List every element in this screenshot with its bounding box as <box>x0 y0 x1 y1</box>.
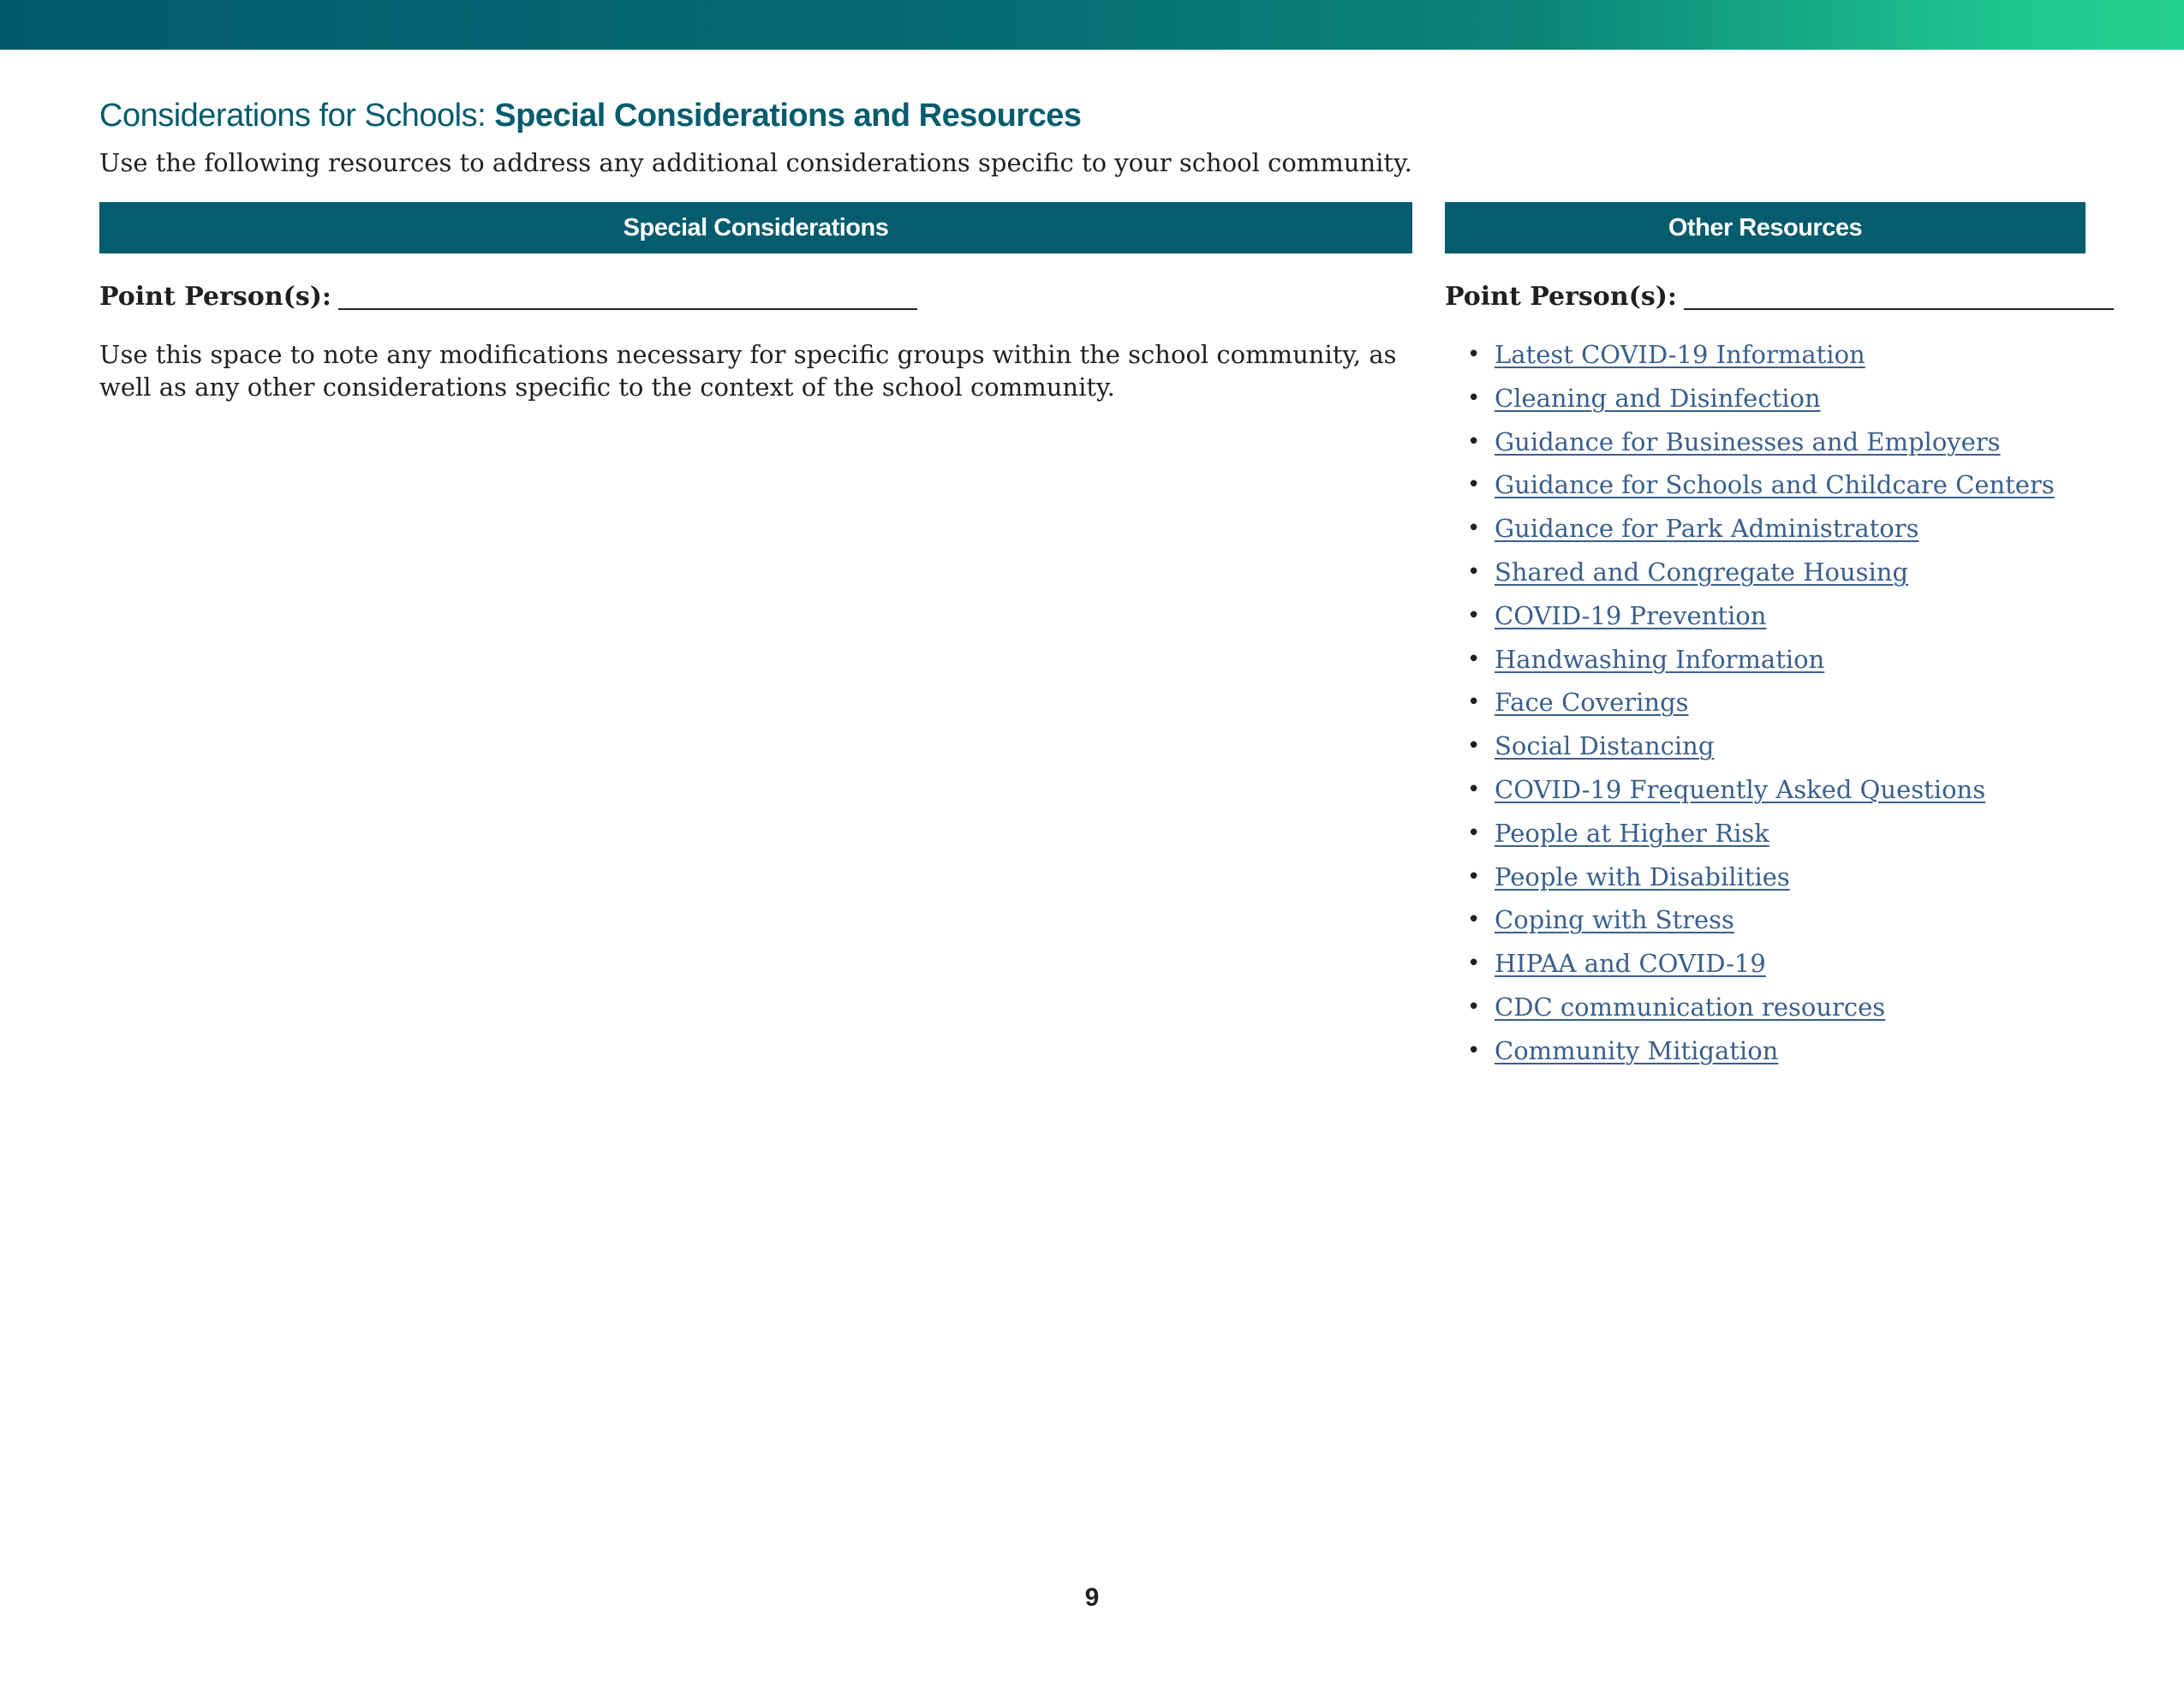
special-considerations-note: Use this space to note any modifications necessary for specific groups within the school community, as well as any other considerations specific to the context of the school community. <box>99 340 1397 402</box>
resource-link[interactable]: COVID-19 Prevention <box>1495 600 1767 630</box>
resource-list-item <box>1445 902 2055 945</box>
resource-link[interactable]: HIPAA and COVID-19 <box>1495 949 1766 979</box>
other-resources-point-person <box>1445 279 2114 315</box>
resource-list-item <box>1445 684 2055 728</box>
bullet-icon: • <box>1467 342 1481 367</box>
resource-link[interactable]: Latest COVID-19 Information <box>1495 340 1865 369</box>
resource-list-item <box>1445 510 2055 554</box>
point-person-blank-line <box>1684 283 2114 310</box>
bullet-icon: • <box>1467 384 1481 411</box>
resource-list-item <box>1445 641 2055 685</box>
resource-list-item <box>1445 815 2055 859</box>
resource-link[interactable]: Social Distancing <box>1495 731 1715 761</box>
point-person-blank-line <box>338 283 917 310</box>
resource-link[interactable]: People at Higher Risk <box>1495 818 1769 848</box>
resource-list-item <box>1445 467 2055 510</box>
resource-link[interactable]: Handwashing Information <box>1495 644 1825 674</box>
resource-link[interactable]: Cleaning and Disinfection <box>1495 383 1821 413</box>
page-number: 9 <box>1084 1583 1100 1612</box>
page-title-main: Special Considerations and Resources <box>494 98 1082 134</box>
point-person-label: Point Person(s): <box>1445 282 1677 312</box>
resource-list-item <box>1445 380 2055 424</box>
resource-link[interactable]: Coping with Stress <box>1495 905 1734 935</box>
bullet-icon: • <box>1467 689 1481 716</box>
resource-link[interactable]: Community Mitigation <box>1495 1035 1779 1065</box>
bullet-icon: • <box>1467 472 1481 498</box>
resource-link[interactable]: Shared and Congregate Housing <box>1495 557 1909 587</box>
special-considerations-point-person <box>99 279 917 315</box>
resource-link[interactable]: People with Disabilities <box>1495 861 1790 891</box>
resource-list-item <box>1445 1033 2055 1076</box>
bullet-icon: • <box>1467 951 1481 977</box>
resource-list-item <box>1445 598 2055 641</box>
bullet-icon: • <box>1467 733 1481 760</box>
intro-text: Use the following resources to address any additional considerations specific to your school community. <box>99 148 1412 177</box>
top-gradient-band <box>0 0 2184 50</box>
page-title <box>99 92 1081 139</box>
resource-list-item <box>1445 554 2055 598</box>
bullet-icon: • <box>1467 776 1481 802</box>
resource-list-item <box>1445 989 2055 1033</box>
resource-link[interactable]: CDC communication resources <box>1495 992 1886 1022</box>
resource-link-list <box>1445 337 2055 1076</box>
bullet-icon: • <box>1467 907 1481 933</box>
resource-link[interactable]: Guidance for Park Administrators <box>1495 514 1919 544</box>
resource-list-item <box>1445 728 2055 772</box>
bullet-icon: • <box>1467 1037 1481 1064</box>
bullet-icon: • <box>1467 863 1481 890</box>
bullet-icon: • <box>1467 428 1481 455</box>
resource-list-item <box>1445 337 2055 380</box>
bullet-icon: • <box>1467 993 1481 1020</box>
resource-link[interactable]: Guidance for Schools and Childcare Centers <box>1495 470 2055 500</box>
resource-link[interactable]: Guidance for Businesses and Employers <box>1495 426 2001 456</box>
resource-link[interactable]: COVID-19 Frequently Asked Questions <box>1495 774 1986 804</box>
other-resources-header: Other Resources <box>1445 202 2086 253</box>
point-person-label: Point Person(s): <box>99 282 331 312</box>
bullet-icon: • <box>1467 646 1481 672</box>
bullet-icon: • <box>1467 558 1481 585</box>
bullet-icon: • <box>1467 820 1481 846</box>
special-considerations-header: Special Considerations <box>99 202 1412 253</box>
resource-link[interactable]: Face Coverings <box>1495 688 1689 718</box>
resource-list-item <box>1445 945 2055 989</box>
resource-list-item <box>1445 772 2055 815</box>
resource-list-item <box>1445 859 2055 903</box>
resource-list-item <box>1445 424 2055 468</box>
bullet-icon: • <box>1467 516 1481 542</box>
page-title-prefix: Considerations for Schools: <box>99 98 486 134</box>
bullet-icon: • <box>1467 602 1481 629</box>
